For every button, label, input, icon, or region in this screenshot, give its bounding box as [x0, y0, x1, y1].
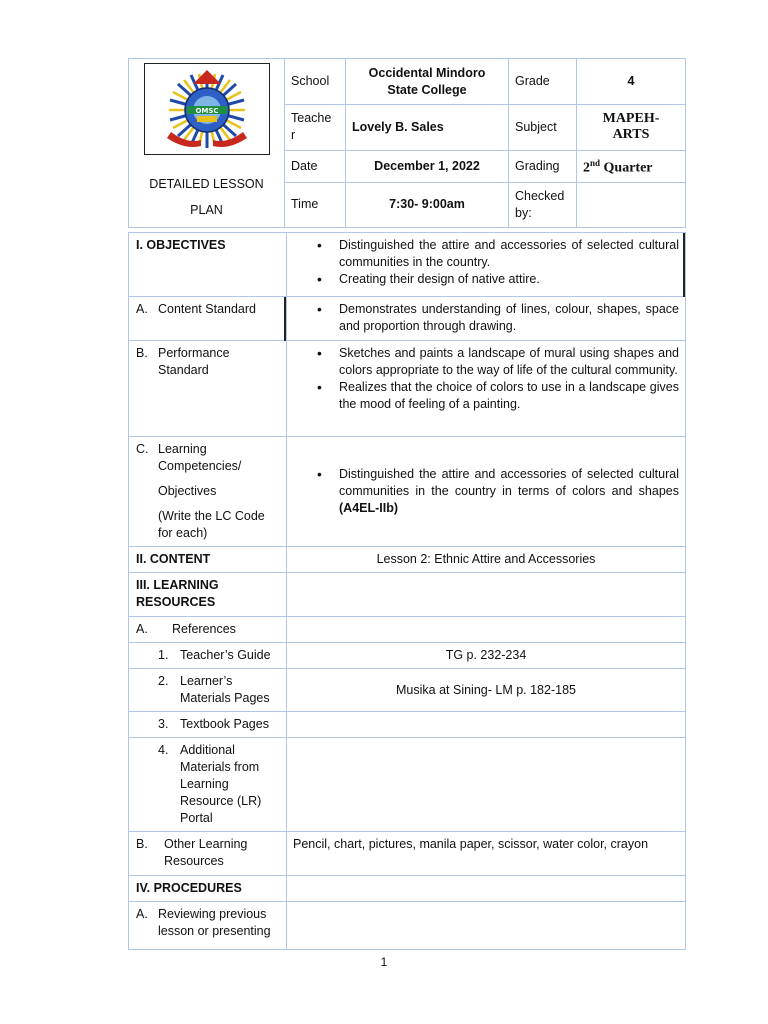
lesson-plan-table: [128, 232, 686, 950]
logo-text: OMSC: [194, 107, 219, 115]
learners-materials-number: 2.: [158, 674, 169, 688]
textbook-pages-value: [287, 712, 686, 738]
competencies-cell: [287, 437, 686, 547]
textbook-pages-number: 3.: [158, 717, 169, 731]
teachers-guide-label: Teacher’s Guide: [180, 648, 271, 662]
lesson-plan-title: [135, 171, 278, 223]
checked-label-line-1: Checked: [515, 188, 565, 203]
time-value: 7:30- 9:00am: [346, 182, 509, 227]
subject-value-line-2: ARTS: [612, 127, 650, 143]
objective-item: • Distinguished the attire and accessories of selected cultural communities in the country.: [339, 237, 679, 271]
school-label: School: [285, 59, 346, 105]
grading-value: [577, 150, 686, 182]
additional-materials-number: 4.: [158, 743, 169, 757]
competencies-code: (A4EL-IIb): [339, 501, 399, 515]
other-resources-letter: B.: [136, 837, 148, 851]
school-value-line-1: Occidental Mindoro: [368, 65, 486, 80]
references-letter: A.: [136, 622, 148, 636]
teachers-guide-number: 1.: [158, 648, 169, 662]
competencies-label-note: (Write the LC Code for each): [158, 509, 265, 540]
references-label-cell: [129, 617, 287, 643]
title-line-1: DETAILED LESSON: [149, 177, 264, 191]
reviewing-label-cell: [129, 902, 287, 950]
teacher-label: [285, 105, 346, 150]
textbook-pages-label: Textbook Pages: [180, 717, 269, 731]
content-standard-item: • Demonstrates understanding of lines, colour, shapes, space and proportion through drawing.: [339, 301, 679, 335]
performance-standard-cell: [287, 341, 686, 437]
competencies-label-objectives: Objectives: [158, 484, 217, 498]
content-standard-border-mark: [284, 297, 286, 341]
grade-value: 4: [577, 59, 686, 105]
grade-label: Grade: [509, 59, 577, 105]
content-standard-label-cell: [129, 297, 287, 341]
grading-label: Grading: [509, 150, 577, 182]
checked-by-label: [509, 182, 577, 227]
subject-value: [577, 105, 686, 150]
performance-standard-label-cell: [129, 341, 287, 437]
checked-label-line-2: by:: [515, 205, 532, 220]
objectives-list: [293, 237, 679, 288]
date-label: Date: [285, 150, 346, 182]
performance-standard-item: • Realizes that the choice of colors to use in a landscape gives the mood of feeling of a painting.: [339, 379, 679, 413]
learners-materials-label: Learner’s Materials Pages: [180, 674, 270, 705]
procedures-label: IV. PROCEDURES: [129, 876, 287, 902]
competencies-text: Distinguished the attire and accessories of selected cultural communities in the country in terms of colors and shapes: [339, 467, 679, 498]
grading-text: Quarter: [600, 160, 653, 176]
school-logo-cell: [129, 59, 285, 228]
grading-suffix: nd: [590, 158, 601, 169]
reviewing-label: Reviewing previous lesson or presenting: [158, 907, 271, 938]
teacher-label-line-2: r: [291, 128, 296, 143]
content-standard-label: Content Standard: [158, 302, 256, 316]
objective-item: • Creating their design of native attire.: [339, 271, 679, 288]
other-resources-label: Other Learning Resources: [164, 837, 248, 868]
competencies-label: Learning Competencies/: [158, 442, 242, 473]
performance-standard-list: [293, 345, 679, 413]
teacher-label-line-1: Teache: [291, 111, 332, 126]
objectives-cell: [287, 233, 686, 297]
content-standard-letter: A.: [136, 302, 148, 316]
textbook-pages-label-cell: [129, 712, 287, 738]
learners-materials-value: Musika at Sining- LM p. 182-185: [287, 669, 686, 712]
school-value-line-2: State College: [387, 82, 467, 97]
other-resources-label-cell: [129, 832, 287, 876]
content-standard-cell: [287, 297, 686, 341]
content-value: Lesson 2: Ethnic Attire and Accessories: [287, 547, 686, 573]
additional-materials-value: [287, 738, 686, 832]
lesson-header-table: [128, 58, 686, 228]
additional-materials-label: Additional Materials from Learning Resource (LR) Portal: [180, 743, 262, 825]
performance-standard-label: Performance Standard: [158, 346, 230, 377]
reviewing-value: [287, 902, 686, 950]
other-resources-value: Pencil, chart, pictures, manila paper, scissor, water color, crayon: [287, 832, 686, 876]
objectives-label: I. OBJECTIVES: [129, 233, 287, 297]
reviewing-letter: A.: [136, 907, 148, 921]
school-seal-icon: [145, 64, 269, 154]
teacher-value: Lovely B. Sales: [346, 105, 509, 150]
competencies-label-cell: [129, 437, 287, 547]
references-value: [287, 617, 686, 643]
subject-label: Subject: [509, 105, 577, 150]
date-value: December 1, 2022: [346, 150, 509, 182]
procedures-value: [287, 876, 686, 902]
learners-materials-label-cell: [129, 669, 287, 712]
competencies-item: [339, 466, 679, 517]
content-label: II. CONTENT: [129, 547, 287, 573]
resources-value: [287, 573, 686, 617]
references-label: References: [172, 622, 236, 636]
resources-label: III. LEARNING RESOURCES: [129, 573, 287, 617]
teachers-guide-value: TG p. 232-234: [287, 643, 686, 669]
performance-standard-item: • Sketches and paints a landscape of mural using shapes and colors appropriate to the way of life of the cultural community.: [339, 345, 679, 379]
teachers-guide-label-cell: [129, 643, 287, 669]
checked-by-value: [577, 182, 686, 227]
school-logo-frame: [144, 63, 270, 155]
time-label: Time: [285, 182, 346, 227]
subject-value-line-1: MAPEH-: [602, 111, 660, 127]
performance-standard-letter: B.: [136, 346, 148, 360]
additional-materials-label-cell: [129, 738, 287, 832]
page-number: 1: [380, 955, 388, 969]
school-value: [346, 59, 509, 105]
title-line-2: PLAN: [190, 203, 223, 217]
objectives-border-mark: [683, 233, 685, 297]
competencies-letter: C.: [136, 442, 149, 456]
grading-number: 2: [583, 160, 590, 176]
